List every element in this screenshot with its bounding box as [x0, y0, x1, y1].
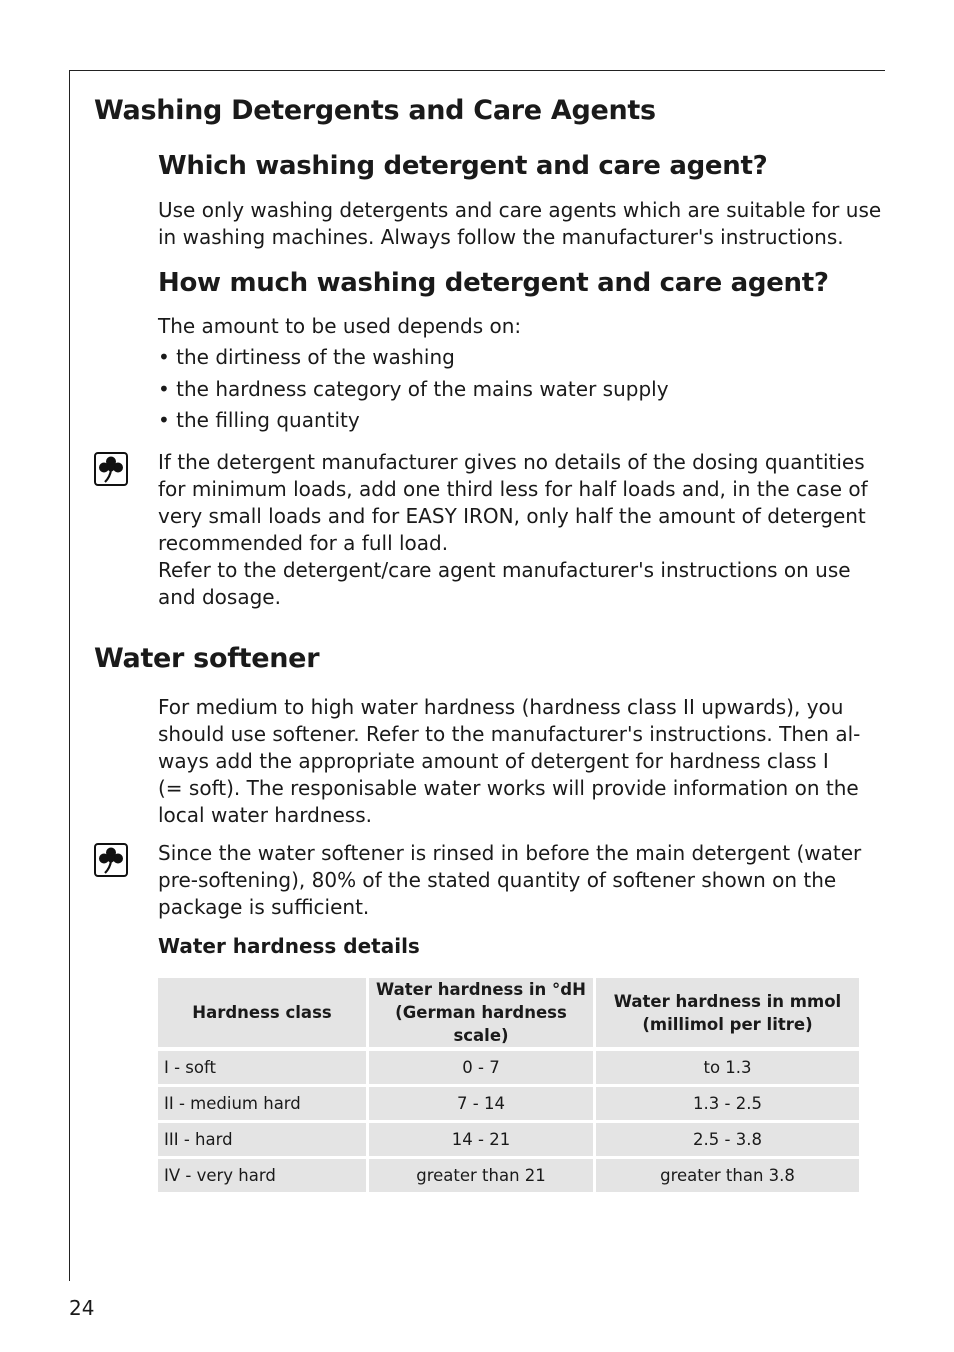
left-rule — [69, 70, 70, 1281]
water-hardness-heading: Water hardness details — [158, 934, 420, 958]
text-line: ways add the appropriate amount of detergent for hardness class I — [158, 749, 829, 773]
water-softener-title: Water softener — [94, 643, 320, 674]
header-line: Water hardness in °dH — [376, 980, 586, 999]
header-line: (millimol per litre) — [642, 1014, 813, 1034]
cell-hardness-class: II - medium hard — [158, 1087, 369, 1123]
cell-hardness-class: III - hard — [158, 1123, 369, 1159]
cell-mmol: greater than 3.8 — [596, 1159, 859, 1192]
text-line: package is sufficient. — [158, 895, 370, 919]
top-rule — [69, 70, 885, 71]
cell-dh: 7 - 14 — [369, 1087, 596, 1123]
cell-hardness-class: IV - very hard — [158, 1159, 369, 1192]
text-line: If the detergent manufacturer gives no details of the dosing quantities — [158, 450, 865, 474]
which-detergent-text — [158, 197, 882, 251]
cell-hardness-class: I - soft — [158, 1051, 369, 1087]
column-header-hardness-class — [158, 978, 369, 1051]
text-line: should use softener. Refer to the manufacturer's instructions. Then al- — [158, 722, 861, 746]
text-line: Use only washing detergents and care agents which are suitable for use — [158, 198, 882, 222]
softener-tip-text — [158, 840, 862, 921]
text-line: very small loads and for EASY IRON, only half the amount of detergent — [158, 504, 866, 528]
cell-mmol: 1.3 - 2.5 — [596, 1087, 859, 1123]
table-row — [158, 1123, 859, 1159]
page-title: Washing Detergents and Care Agents — [94, 95, 656, 126]
header-line: Water hardness in mmol — [613, 991, 842, 1011]
text-line: pre-softening), 80% of the stated quantity of softener shown on the — [158, 868, 837, 892]
page-number: 24 — [69, 1296, 95, 1320]
cell-dh: 0 - 7 — [369, 1051, 596, 1087]
heading-which-detergent: Which washing detergent and care agent? — [158, 151, 768, 181]
text-line: The amount to be used depends on: — [158, 314, 522, 338]
table-header-row — [158, 978, 859, 1051]
dosing-factors-list — [158, 344, 858, 439]
table-row — [158, 1087, 859, 1123]
text-line: For medium to high water hardness (hardness class II upwards), you — [158, 695, 844, 719]
text-line: recommended for a full load. — [158, 531, 449, 555]
water-hardness-table — [158, 978, 859, 1192]
text-line: Refer to the detergent/care agent manufacturer's instructions on use — [158, 558, 851, 582]
table-row — [158, 1159, 859, 1192]
cell-dh: 14 - 21 — [369, 1123, 596, 1159]
cell-mmol: to 1.3 — [596, 1051, 859, 1087]
column-header-dh — [369, 978, 596, 1051]
clover-tip-icon — [94, 843, 128, 877]
table-row — [158, 1051, 859, 1087]
column-header-mmol — [596, 978, 859, 1051]
list-item: • the filling quantity — [158, 408, 360, 432]
heading-how-much: How much washing detergent and care agent? — [158, 268, 829, 298]
header-line: Hardness class — [192, 1003, 332, 1022]
list-item: • the hardness category of the mains water supply — [158, 376, 669, 401]
text-line: and dosage. — [158, 585, 281, 609]
header-line: (German hardness scale) — [395, 1003, 567, 1045]
cell-dh: greater than 21 — [369, 1159, 596, 1192]
text-line: Since the water softener is rinsed in before the main detergent (water — [158, 841, 862, 865]
dosing-tip-text — [158, 449, 868, 611]
list-item: • the dirtiness of the washing — [158, 345, 455, 369]
clover-tip-icon — [94, 452, 128, 486]
text-line: for minimum loads, add one third less for half loads and, in the case of — [158, 477, 868, 501]
water-softener-text — [158, 694, 861, 829]
text-line: local water hardness. — [158, 803, 372, 827]
how-much-intro — [158, 313, 858, 340]
text-line: in washing machines. Always follow the manufacturer's instructions. — [158, 225, 844, 249]
text-line: (= soft). The responisable water works will provide information on the — [158, 776, 859, 800]
cell-mmol: 2.5 - 3.8 — [596, 1123, 859, 1159]
